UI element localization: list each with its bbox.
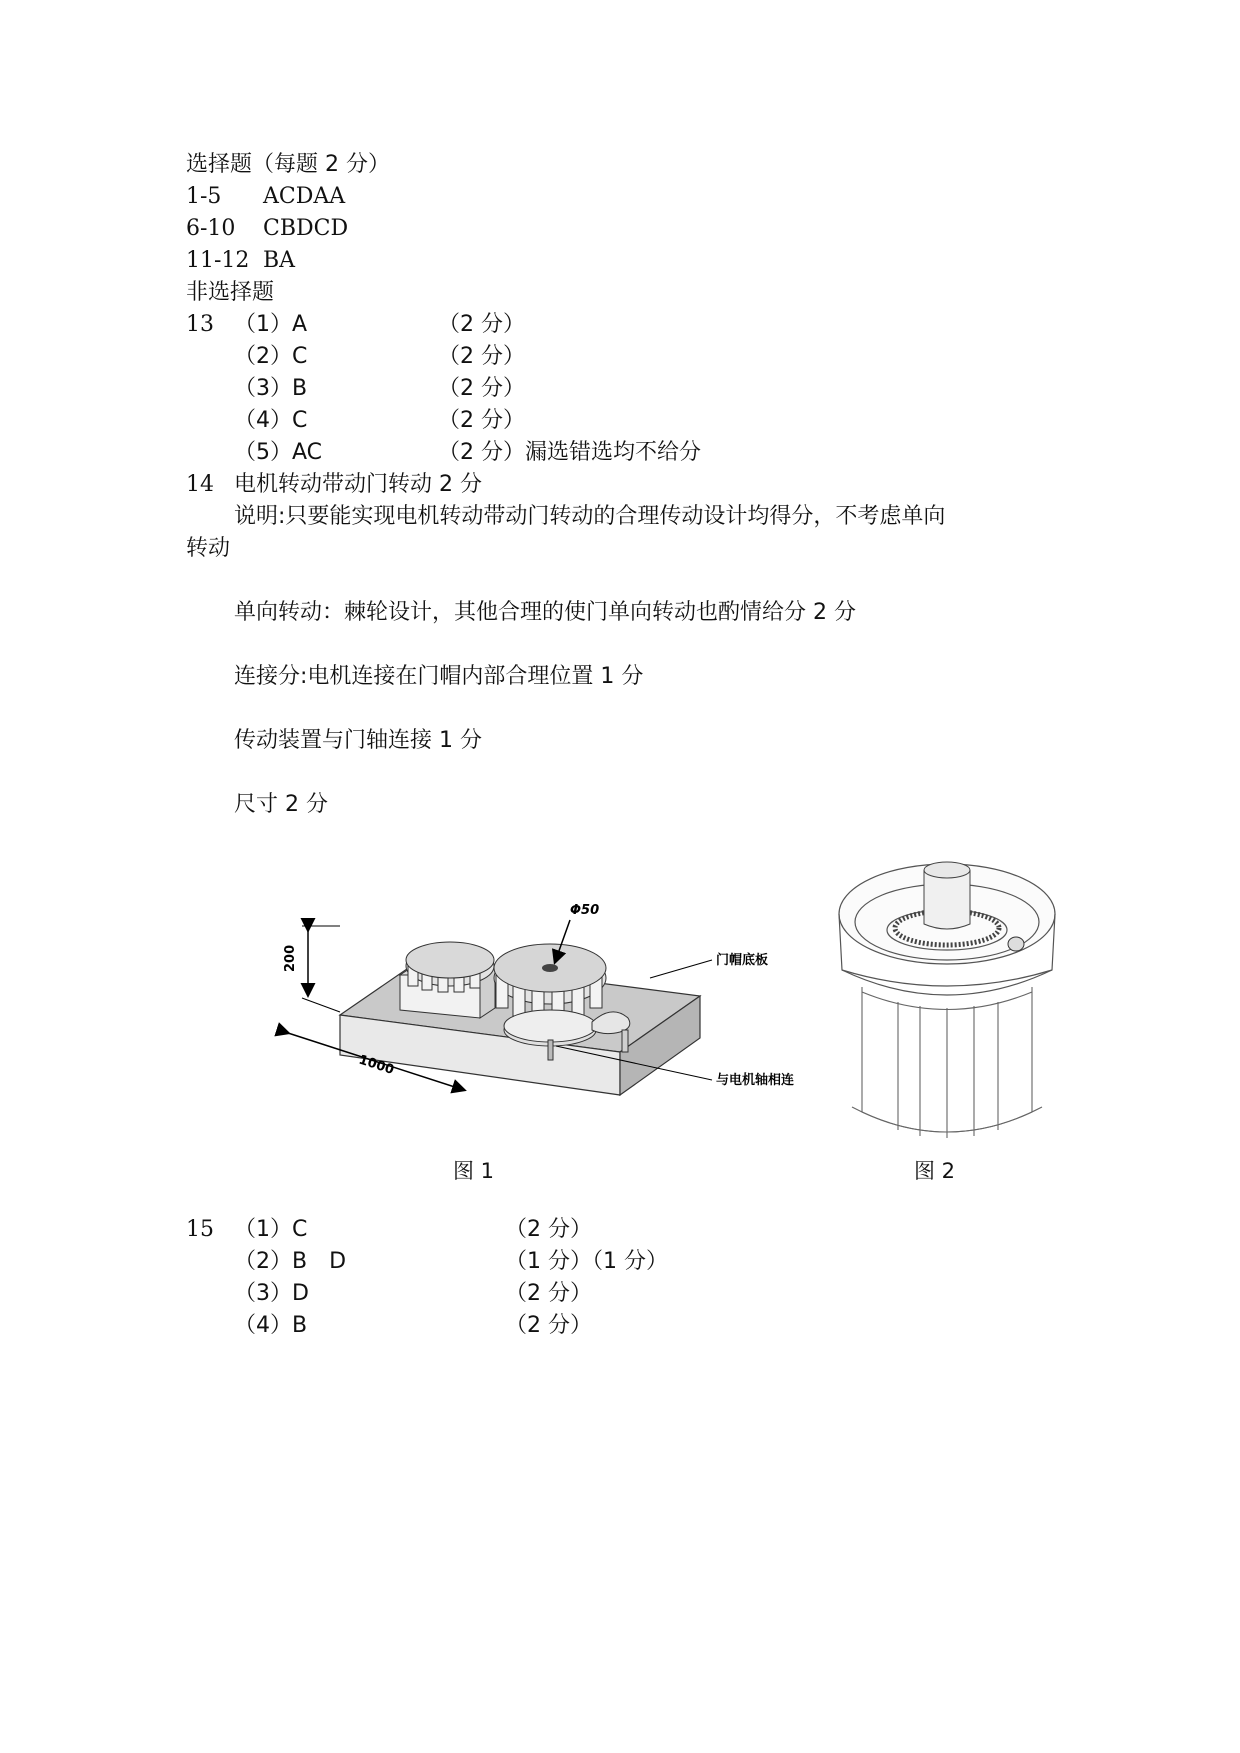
q15-score: （2 分）	[505, 1281, 592, 1306]
q15-part: （3）D	[234, 1281, 309, 1306]
q15-score: （2 分）	[505, 1313, 592, 1338]
q14-connection-paragraph: 连接分:电机连接在门帽内部合理位置 1 分	[234, 664, 644, 689]
question-number: 15	[186, 1217, 214, 1242]
q13-part: （1）A	[234, 312, 308, 337]
motor-shaft-label: 与电机轴相连	[716, 1073, 795, 1088]
q14-note-cont: 转动	[186, 536, 231, 561]
answer-range: 11-12	[186, 248, 250, 273]
answer-range: 6-10	[186, 216, 236, 241]
q14-ratchet-paragraph: 单向转动：棘轮设计，其他合理的使门单向转动也酌情给分 2 分	[234, 600, 856, 625]
answer-range: 1-5	[186, 184, 222, 209]
q13-score: （2 分）	[438, 408, 525, 433]
q13-score: （2 分）	[438, 344, 525, 369]
q13-part: （2）C	[234, 344, 308, 369]
dim-height-label: 200	[283, 944, 298, 972]
q15-part: （4）B	[234, 1313, 308, 1338]
q14-size-paragraph: 尺寸 2 分	[234, 792, 328, 817]
q14-transmission-paragraph: 传动装置与门轴连接 1 分	[234, 728, 482, 753]
q14-main: 电机转动带动门转动 2 分	[234, 472, 482, 497]
question-number: 13	[186, 312, 214, 337]
q13-score: （2 分）	[438, 312, 525, 337]
nonchoice-section-title: 非选择题	[186, 280, 275, 305]
q15-score: （1 分）（1 分）	[505, 1249, 668, 1274]
q13-score: （2 分）	[438, 376, 525, 401]
q13-part: （3）B	[234, 376, 308, 401]
q15-score: （2 分）	[505, 1217, 592, 1242]
question-number: 14	[186, 472, 214, 497]
q15-part: （2）B D	[234, 1249, 347, 1274]
central-shaft	[924, 862, 970, 929]
plate-label: 门帽底板	[716, 953, 769, 968]
door-body	[852, 987, 1042, 1138]
q13-score: （2 分）漏选错选均不给分	[438, 440, 701, 465]
q14-note: 说明:只要能实现电机转动带动门转动的合理传动设计均得分，不考虑单向	[234, 504, 946, 529]
q13-part: （5）AC	[234, 440, 323, 465]
dim-length-label: 1000	[356, 1052, 396, 1078]
figure-1-gear-assembly	[283, 880, 820, 1110]
answer-values: ACDAA	[263, 184, 346, 209]
answer-values: BA	[263, 248, 296, 273]
choice-section-title: 选择题（每题 2 分）	[186, 152, 390, 177]
answer-values: CBDCD	[263, 216, 349, 241]
figure-2-caption: 图 2	[914, 1159, 956, 1183]
q15-part: （1）C	[234, 1217, 308, 1242]
q13-part: （4）C	[234, 408, 308, 433]
height-dimension	[302, 926, 340, 1012]
figure-2-door-cylinder	[832, 852, 1062, 1152]
figure-1-caption: 图 1	[453, 1159, 495, 1183]
diameter-label: Φ50	[570, 903, 600, 918]
